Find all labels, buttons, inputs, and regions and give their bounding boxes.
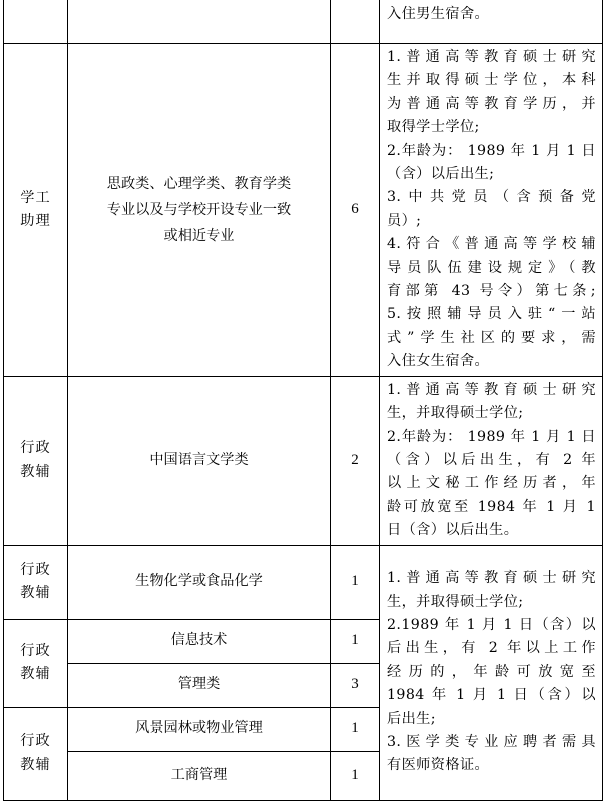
post-label-line: 助理 [20, 212, 51, 229]
requirements-line: 为普通高等教育学历，并 [387, 95, 596, 112]
requirements-line: 1.普通高等教育硕士研究 [387, 381, 596, 398]
requirements-line: 生，并取得硕士学位; [387, 405, 524, 422]
count-cell [331, 0, 380, 44]
requirements-line: 取得学士学位; [387, 119, 480, 136]
requirements-cell [380, 44, 603, 377]
post-label [4, 187, 67, 233]
major-line: 或相近专业 [163, 227, 235, 244]
requirements-line: （含）以后出生; [387, 166, 495, 183]
major-cell [68, 376, 331, 545]
post-cell [4, 619, 68, 707]
requirements-line: 生，并取得硕士学位; [387, 593, 524, 610]
post-label-line: 教辅 [20, 756, 51, 773]
requirements-line: 龄可放宽至 1984 年 1 月 1 [387, 498, 596, 515]
count-cell: 1 [331, 751, 380, 800]
post-cell [4, 545, 68, 619]
table-row [4, 44, 603, 377]
requirements-line: 后出生; [387, 710, 436, 727]
count-cell: 1 [331, 707, 380, 751]
requirements-line: 3.中共党员（含预备党 [387, 189, 596, 206]
major-cell [68, 663, 331, 707]
table-row [4, 0, 603, 44]
major-cell [68, 619, 331, 663]
post-label-line: 教辅 [20, 666, 51, 683]
major-line: 中国语言文学类 [149, 452, 249, 468]
requirements-line: 2.1989 年 1 月 1 日（含）以 [387, 617, 596, 634]
major-line: 风景园林或物业管理 [135, 720, 263, 737]
major-cell [68, 545, 331, 619]
requirements-line: 1984 年 1 月 1 日（含）以 [387, 687, 596, 704]
requirements-cell-shared [380, 545, 603, 800]
post-label-line: 行政 [20, 440, 51, 457]
post-label-line: 教辅 [20, 585, 51, 602]
major-line: 思政类、心理学类、教育学类 [106, 175, 292, 192]
count-cell: 6 [331, 44, 380, 377]
requirements-line: 育部第 43 号令）第七条; [387, 283, 596, 300]
major-line: 专业以及与学校开设专业一致 [106, 201, 292, 218]
requirements-line: 员）; [387, 212, 422, 229]
requirements-line: 经历的，年龄可放宽至 [387, 663, 596, 680]
major-line: 管理类 [177, 676, 221, 693]
requirements-cell [380, 0, 603, 44]
major-cell [68, 0, 331, 44]
requirements-line: 1.普通高等教育硕士研究 [387, 570, 596, 587]
major-line: 生物化学或食品化学 [135, 573, 263, 590]
major-cell [68, 44, 331, 377]
post-label-line: 行政 [20, 561, 51, 578]
major-cell [68, 707, 331, 751]
count-cell: 1 [331, 619, 380, 663]
table-row [4, 376, 603, 545]
requirements-line: 4.符合《普通高等学校辅 [387, 236, 596, 253]
requirements-line: 有医师资格证。 [387, 757, 490, 774]
post-label-line: 行政 [20, 733, 51, 750]
requirements-line: 以上文秘工作经历者，年 [387, 475, 596, 492]
requirements-line: 导员队伍建设规定》（教 [387, 259, 596, 276]
major-line: 工商管理 [170, 766, 228, 783]
requirements-line: 入住女生宿舍。 [387, 353, 490, 370]
requirements-line: 2.年龄为： 1989 年 1 月 1 日 [387, 428, 596, 445]
requirements-line: 式”学生社区的要求，需 [387, 329, 596, 346]
requirements-line: 日（含）以后出生。 [387, 522, 519, 539]
requirements-line: 1.普通高等教育硕士研究 [387, 49, 596, 65]
recruitment-table [3, 0, 603, 801]
requirements-cell [380, 376, 603, 545]
requirements-line: 3.医学类专业应聘者需具 [387, 734, 596, 751]
major-line: 信息技术 [170, 632, 228, 649]
requirements-line: 生并取得硕士学位，本科 [387, 72, 596, 89]
requirements-line: 2.年龄为： 1989 年 1 月 1 日 [387, 142, 596, 159]
requirements-line: 后出生，有 2 年以上工作 [387, 640, 596, 657]
count-cell: 2 [331, 376, 380, 545]
table-row [4, 545, 603, 619]
post-cell [4, 44, 68, 377]
count-cell: 3 [331, 663, 380, 707]
post-label-line: 学工 [20, 189, 51, 206]
post-cell [4, 707, 68, 800]
post-label-line: 行政 [20, 642, 51, 659]
requirements-line: 入住男生宿舍。 [387, 6, 490, 22]
post-cell [4, 376, 68, 545]
count-cell: 1 [331, 545, 380, 619]
post-label-line: 教辅 [20, 463, 51, 480]
requirements-line: （含）以后出生，有 2 年 [387, 451, 596, 468]
requirements-line: 5.按照辅导员入驻“一站 [387, 306, 596, 323]
post-cell [4, 0, 68, 44]
